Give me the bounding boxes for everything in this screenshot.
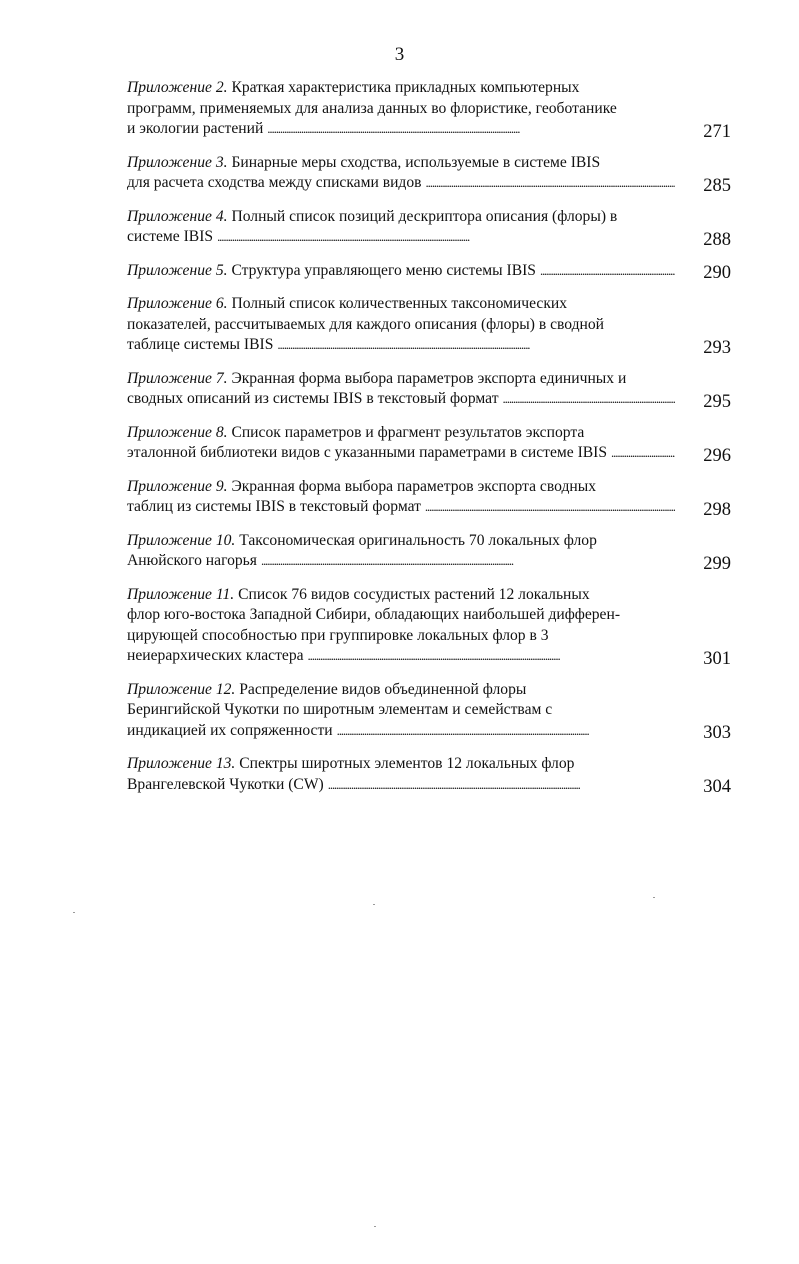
entry-line	[127, 294, 675, 315]
entry-title	[127, 680, 675, 742]
dot-leader	[425, 497, 675, 518]
entry-title	[127, 207, 675, 248]
entry-last-text: неиерархических кластера	[127, 647, 304, 664]
entry-title	[127, 294, 675, 356]
entry-line-text: Бинарные меры сходства, используемые в системе IBIS	[231, 153, 601, 171]
entry-line	[127, 369, 675, 390]
page-reference: 304	[703, 777, 731, 797]
entry-line	[127, 680, 675, 701]
entry-last-line-text	[127, 389, 499, 410]
scan-speck	[373, 904, 375, 905]
page-number: 3	[394, 44, 405, 65]
toc-entry	[127, 754, 737, 795]
entry-last-line	[127, 389, 675, 410]
entry-last-line-text	[127, 227, 213, 248]
entry-line-text: Краткая характеристика прикладных компьютерных	[231, 79, 580, 96]
entry-last-line-text	[127, 497, 421, 518]
entry-line	[127, 531, 675, 552]
entry-last-text: Структура управляющего меню системы IBIS	[231, 261, 536, 279]
entry-line	[127, 754, 675, 775]
dot-leader	[611, 443, 675, 464]
entry-line	[127, 605, 675, 626]
dot-leader	[267, 119, 675, 140]
entry-last-text: и экологии растений	[127, 120, 264, 137]
appendix-label: Приложение 4.	[127, 207, 228, 225]
toc-entry	[127, 78, 737, 140]
appendix-label: Приложение 8.	[127, 423, 228, 441]
page-reference: 293	[703, 337, 731, 358]
entry-line-text: Полный список позиций дескриптора описания (флоры) в	[231, 207, 618, 225]
entry-line-text: показателей, рассчитываемых для каждого описания (флоры) в сводной	[127, 315, 605, 333]
toc-entry	[127, 207, 737, 248]
entry-last-text: Анюйского нагорья	[127, 552, 257, 569]
appendix-label: Приложение 9.	[127, 477, 228, 495]
entry-line	[127, 477, 675, 498]
page-reference: 290	[703, 263, 731, 283]
entry-line-text: Спектры широтных элементов 12 локальных флор	[239, 755, 575, 772]
entry-last-line	[127, 227, 675, 248]
entry-last-line	[127, 443, 675, 464]
entry-title	[127, 585, 675, 667]
appendix-label: Приложение 10.	[127, 531, 236, 549]
entry-last-line	[127, 775, 675, 796]
appendix-label: Приложение 2.	[127, 79, 228, 96]
toc-entry	[127, 477, 737, 518]
dot-leader	[426, 173, 675, 194]
scan-speck	[73, 912, 75, 913]
entry-last-line-text	[127, 646, 304, 667]
entry-last-line-text	[127, 551, 257, 572]
entry-line	[127, 626, 675, 647]
entry-last-text: сводных описаний из системы IBIS в текстовый формат	[127, 390, 499, 407]
entry-line	[127, 207, 675, 228]
entry-line-text: Список 76 видов сосудистых растений 12 локальных	[238, 585, 590, 603]
dot-leader	[308, 646, 675, 667]
entry-line-text: программ, применяемых для анализа данных во флористике, геоботанике	[127, 99, 617, 117]
page-reference: 301	[703, 648, 731, 669]
page-reference: 285	[703, 175, 731, 196]
entry-last-line	[127, 646, 675, 667]
entry-title	[127, 477, 675, 518]
entry-line-text: Распределение видов объединенной флоры	[239, 680, 527, 698]
entry-last-text: для расчета сходства между списками видов	[127, 174, 422, 191]
entry-last-text: таблице системы IBIS	[127, 336, 274, 353]
entry-line-text: Берингийской Чукотки по широтным элементам и семействам с	[127, 701, 553, 718]
entry-last-line	[127, 721, 675, 742]
toc-entry	[127, 585, 737, 667]
dot-leader	[277, 335, 675, 356]
scan-speck	[653, 897, 655, 898]
entry-line-text: Полный список количественных таксономических	[231, 295, 568, 312]
entry-last-line-text	[127, 721, 333, 742]
entry-title	[127, 153, 675, 194]
entry-last-line	[127, 173, 675, 194]
entry-line-text: Таксономическая оригинальность 70 локальных флор	[239, 531, 597, 549]
toc-entry	[127, 261, 737, 282]
table-of-contents	[127, 78, 737, 808]
entry-line	[127, 99, 675, 120]
entry-last-text: Врангелевской Чукотки (CW)	[127, 775, 324, 793]
appendix-label: Приложение 6.	[127, 295, 228, 312]
appendix-label: Приложение 12.	[127, 680, 236, 698]
entry-last-text: системе IBIS	[127, 228, 214, 245]
appendix-label: Приложение 13.	[127, 755, 236, 772]
entry-title	[127, 754, 675, 795]
page-reference: 299	[703, 553, 731, 574]
page-reference: 295	[703, 391, 731, 412]
entry-line-text: флор юго-востока Западной Сибири, обладающих наибольшей дифферен-	[127, 606, 621, 623]
entry-last-line-text	[127, 775, 324, 796]
appendix-label: Приложение 7.	[127, 369, 228, 387]
scan-speck	[374, 1226, 376, 1227]
dot-leader	[328, 775, 675, 796]
entry-line	[127, 700, 675, 721]
appendix-label: Приложение 5.	[127, 261, 228, 279]
entry-title	[127, 423, 675, 464]
toc-entry	[127, 680, 737, 742]
entry-title	[127, 369, 675, 410]
toc-entry	[127, 369, 737, 410]
entry-line	[127, 585, 675, 606]
dot-leader	[337, 721, 675, 742]
toc-entry	[127, 423, 737, 464]
entry-line	[127, 153, 675, 174]
entry-last-text: эталонной библиотеки видов с указанными параметрами в системе IBIS	[127, 444, 608, 461]
entry-line-text: Список параметров и фрагмент результатов экспорта	[231, 423, 585, 441]
entry-last-line-text	[127, 119, 263, 140]
page-reference: 271	[703, 121, 731, 142]
toc-entry	[127, 294, 737, 356]
entry-last-line	[127, 551, 675, 572]
entry-title	[127, 78, 675, 140]
entry-last-text: таблиц из системы IBIS в текстовый формат	[127, 498, 421, 515]
dot-leader	[217, 227, 675, 248]
page-reference: 296	[703, 445, 731, 466]
entry-line-text: Экранная форма выбора параметров экспорта единичных и	[231, 369, 627, 387]
entry-line	[127, 423, 675, 444]
toc-entry	[127, 531, 737, 572]
appendix-label: Приложение 11.	[127, 585, 235, 603]
entry-title	[127, 261, 675, 282]
entry-last-text: индикацией их сопряженности	[127, 721, 333, 739]
entry-last-line-text	[127, 443, 607, 464]
entry-line	[127, 315, 675, 336]
entry-last-line	[127, 497, 675, 518]
entry-line	[127, 78, 675, 99]
entry-last-line	[127, 335, 675, 356]
page-reference: 298	[703, 499, 731, 520]
dot-leader	[540, 261, 675, 282]
entry-line-text: цирующей способностью при группировке локальных флор в 3	[127, 626, 549, 644]
page-reference: 288	[703, 229, 731, 250]
appendix-label: Приложение 3.	[127, 153, 228, 171]
entry-title	[127, 531, 675, 572]
entry-last-line	[127, 119, 675, 140]
entry-last-line-text	[127, 335, 273, 356]
dot-leader	[503, 389, 675, 410]
entry-last-line-text	[127, 173, 422, 194]
entry-last-line-text	[127, 261, 536, 282]
entry-line-text: Экранная форма выбора параметров экспорта сводных	[231, 477, 597, 495]
entry-last-line	[127, 261, 675, 282]
page-reference: 303	[703, 723, 731, 743]
dot-leader	[261, 551, 675, 572]
toc-entry	[127, 153, 737, 194]
